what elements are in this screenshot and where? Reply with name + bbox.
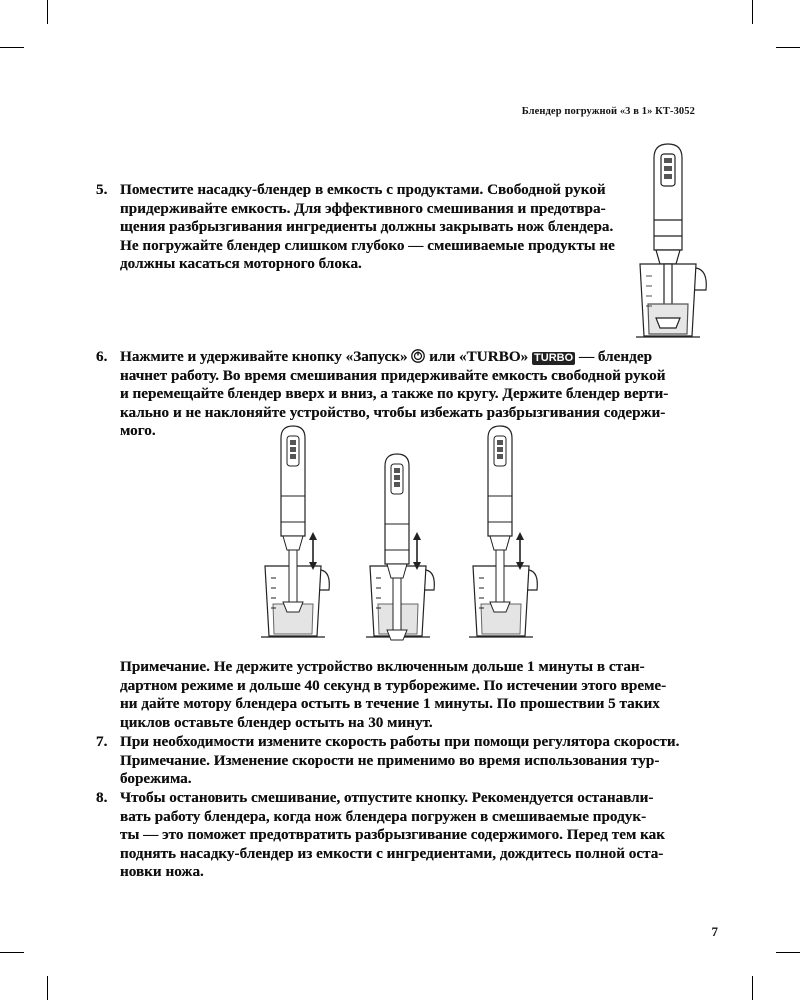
blender-position-1 xyxy=(261,426,329,637)
text-fragment: — блендер xyxy=(578,348,653,365)
text-fragment: или «TURBO» xyxy=(429,348,529,365)
text-line: мого. xyxy=(120,422,156,440)
blender-position-2 xyxy=(366,454,434,640)
text-line: вать работу блендера, когда нож блендера погружен в смешиваемые продук- xyxy=(120,807,647,825)
crop-mark xyxy=(0,47,24,48)
step-number: 5. xyxy=(96,181,108,198)
step-number: 7. xyxy=(96,733,108,750)
text-line: дартном режиме и дольше 40 секунд в турборежиме. По истечении этого време- xyxy=(120,676,667,694)
blender-motion-illustration xyxy=(255,420,555,650)
crop-mark xyxy=(752,976,753,1000)
text-fragment: Изменение скорости не применимо во время использования тур- xyxy=(213,751,660,769)
text-line: новки ножа. xyxy=(120,863,204,881)
step-number: 6. xyxy=(96,348,108,365)
note-block xyxy=(120,658,666,732)
text-line: ты — это поможет предотвратить разбрызгивание содержимого. Перед тем как xyxy=(120,826,665,844)
text-line: Поместите насадку-блендер в емкость с продуктами. Свободной рукой xyxy=(120,181,606,198)
page-number: 7 xyxy=(711,924,718,939)
crop-mark xyxy=(776,47,800,48)
turbo-button-icon: TURBO xyxy=(534,352,574,364)
text-line: начнет работу. Во время смешивания придерживайте емкость свободной рукой xyxy=(120,366,666,384)
step-5 xyxy=(96,181,615,274)
text-line: и перемещайте блендер вверх и вниз, а также по кругу. Держите блендер верти- xyxy=(120,385,669,403)
crop-mark xyxy=(0,952,24,953)
text-fragment: Нажмите и удерживайте кнопку «Запуск» xyxy=(120,348,408,365)
note-label: Примечание. xyxy=(120,751,210,769)
running-header: Блендер погружной «3 в 1» КТ-3052 xyxy=(521,106,695,117)
text-line: циклов оставьте блендер остыть на 30 минут. xyxy=(120,713,433,731)
text-line: Чтобы остановить смешивание, отпустите кнопку. Рекомендуется останавли- xyxy=(120,789,654,806)
text-line: поднять насадку-блендер из емкости с ингредиентами, дождитесь полной оста- xyxy=(120,844,664,862)
blender-in-jug-illustration xyxy=(632,140,712,342)
text-line: Не погружайте блендер слишком глубоко — смешиваемые продукты не xyxy=(120,236,615,254)
blender-position-3 xyxy=(469,426,537,637)
text-line: борежима. xyxy=(120,770,192,788)
step-7 xyxy=(96,733,680,789)
crop-mark xyxy=(47,0,48,24)
step-8 xyxy=(96,789,665,882)
text-line: должны касаться моторного блока. xyxy=(120,255,362,273)
text-line: При необходимости измените скорость работы при помощи регулятора скорости. xyxy=(120,733,680,750)
text-line: кально и не наклоняйте устройство, чтобы избежать разбрызгивания содержи- xyxy=(120,403,666,421)
crop-mark xyxy=(776,952,800,953)
note-label: Примечание. xyxy=(120,658,210,675)
text-line: придерживайте емкость. Для эффективного смешивания и предотвра- xyxy=(120,199,606,217)
crop-mark xyxy=(47,976,48,1000)
crop-mark xyxy=(752,0,753,24)
text-line: щения разбрызгивания ингредиенты должны закрывать нож блендера. xyxy=(120,218,614,236)
step-number: 8. xyxy=(96,789,108,806)
text-fragment: Не держите устройство включенным дольше 1 минуты в стан- xyxy=(213,658,645,675)
start-button-icon xyxy=(411,349,425,363)
text-line: ни дайте мотору блендера остыть в течение 1 минуты. По прошествии 5 таких xyxy=(120,695,660,713)
